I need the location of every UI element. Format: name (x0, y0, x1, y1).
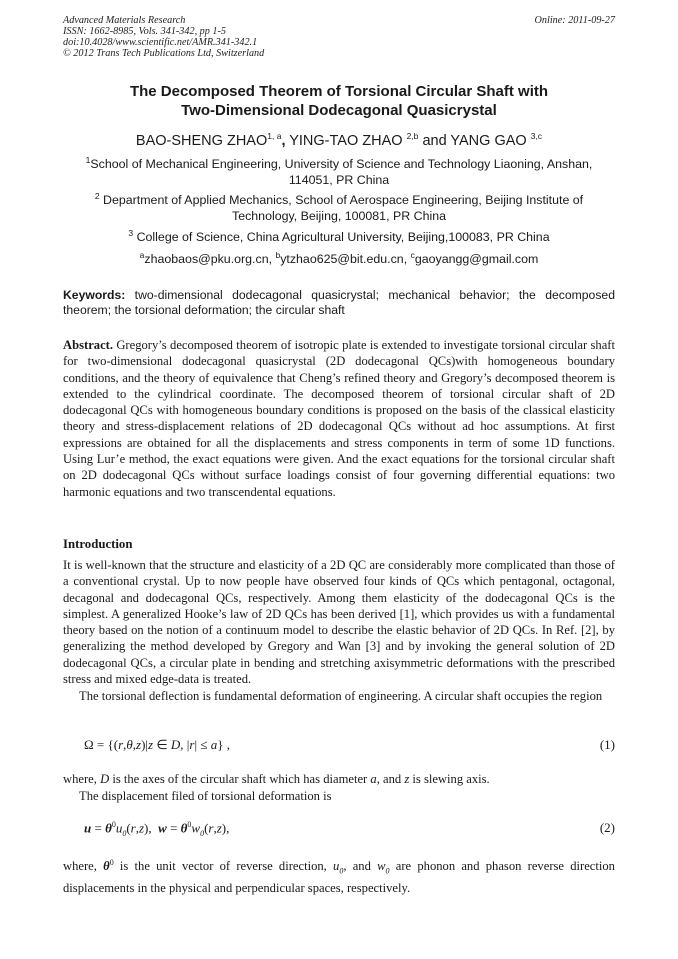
affiliation-2-sup: 2 (94, 190, 100, 201)
title-line-1: The Decomposed Theorem of Torsional Circular Shaft with (129, 83, 549, 100)
author-2-sup: 2,b (406, 131, 419, 142)
title-line-2: Two-Dimensional Dodecagonal Quasicrystal (181, 102, 497, 119)
where1-var-a: a (370, 772, 377, 786)
where-clause-1 (63, 771, 615, 787)
equation-2-expression: $u = \theta^0u_0(r,z)$, $w = \theta^0w_0(r,z)$, (84, 820, 230, 838)
introduction-paragraph-1: It is well-known that the structure and elasticity of a 2D QC are considerably more complicated than those of a conventional crystal. Up to now people have observed four kinds of QCs which pentagonal, octagonal, decagonal and dodecagonal QCs, respectively. Among them elasticity of the dodecagonal QCs is the simplest. A generalized Hooke’s law of 2D QCs has been derived [1], which provides us with a fundamental theory based on the notion of a continuum model to describe the elastic behavior of 2D QCs. In Ref. [2], by generalizing the method developed by Gregory and Wan [3] and by invoking the general solution of 2D dodecagonal QCs, a circular plate in bending and stretching axisymmetric deformations with the prescribed stress and mixed edge-data is treated. (63, 558, 615, 687)
where2-text-2: is the unit vector of reverse direction, (113, 859, 334, 874)
email-list (70, 251, 608, 267)
where2-var-theta: θ (103, 859, 110, 874)
author-2: YING-TAO ZHAO (285, 133, 407, 149)
author-3: and YANG GAO (418, 133, 531, 149)
journal-name: Advanced Materials Research (63, 15, 186, 26)
affiliation-2-text: Department of Applied Mechanics, School of Aerospace Engineering, Beijing Institute of Technology, Beijing, 100081, PR China (99, 193, 584, 223)
abstract (63, 337, 615, 500)
affiliation-3-text: College of Science, China Agricultural University, Beijing,100083, PR China (133, 230, 550, 244)
introduction-heading: Introduction (63, 537, 133, 551)
where2-text-4: are phonon and phason reverse direction displacements in the physical and perpendicular spaces, respectively. (63, 859, 615, 895)
keywords (63, 288, 615, 318)
where1-text-2: is the axes of the circular shaft which has diameter (109, 772, 371, 786)
equation-2 (63, 820, 615, 838)
journal-header (63, 15, 264, 59)
displacement-intro: The displacement filed of torsional deformation is (79, 789, 332, 803)
equation-1-number: (1) (599, 737, 615, 752)
affiliation-3-sup: 3 (128, 227, 134, 238)
where2-text-3: , and (343, 859, 378, 874)
paper-title (60, 82, 618, 120)
email-a[interactable]: zhaobaos@pku.org.cn, (144, 252, 276, 266)
where1-var-z: z (404, 772, 410, 786)
author-1: BAO-SHENG ZHAO (135, 133, 268, 149)
where2-var-theta-sup: 0 (109, 858, 114, 867)
affiliation-3 (70, 229, 608, 245)
equation-1-expression: Ω = {(r,θ,z)|z ∈ D, |r| ≤ a} , (84, 737, 230, 752)
email-b[interactable]: ytzhao625@bit.edu.cn, (280, 252, 411, 266)
affiliation-2 (70, 192, 608, 224)
keywords-label: Keywords: (63, 288, 126, 302)
author-3-sup: 3,c (530, 131, 543, 142)
introduction-paragraph-2: The torsional deflection is fundamental deformation of engineering. A circular shaft occupies the region (79, 689, 603, 703)
abstract-text: Gregory’s decomposed theorem of isotropic plate is extended to investigate torsional circular shaft for two-dimensional dodecagonal quasicrystal (2D dodecagonal QCs)with homogeneous boundary conditions, and the theory of equivalence that Cheng’s refined theory and Gregory’s decomposed theorem is extended to the cylindrical coordinate. The decomposed theorem of torsional circular shaft of 2D dodecagonal QCs with homogeneous boundary conditions is proposed on the basis of the classical elasticity theory and stress-displacement relations of 2D dodecagonal QCs without ad hoc assumptions. At first expressions are obtained for all the displacements and stress components in term of some 1D functions. Using Lur’e method, the exact equations were given. And the exact equations for the torsional circular shaft on 2D dodecagonal QCs without surface loadings consist of four governing differential equations: two harmonic equations and two transcendental equations. (63, 338, 615, 499)
email-c[interactable]: gaoyangg@gmail.com (414, 252, 539, 266)
equation-2-number: (2) (599, 820, 615, 835)
email-c-sup: c (410, 249, 415, 260)
where2-text-1: where, (63, 859, 104, 874)
author-list (60, 132, 618, 150)
copyright-line: © 2012 Trans Tech Publications Ltd, Switzerland (63, 48, 265, 59)
author-1-comma: , (281, 133, 286, 149)
where1-var-d: D (100, 772, 110, 786)
affiliation-1-text: School of Mechanical Engineering, University of Science and Technology Liaoning, Anshan, 114051, PR China (90, 157, 593, 187)
doi-line[interactable]: doi:10.4028/www.scientific.net/AMR.341-342.1 (63, 37, 258, 48)
email-a-sup: a (139, 249, 145, 260)
where1-text-3: , and (376, 772, 405, 786)
equation-1 (63, 737, 615, 755)
where1-text-4: is slewing axis. (409, 772, 490, 786)
author-1-sup: 1, a (267, 131, 282, 142)
affiliation-1 (70, 156, 608, 188)
abstract-label: Abstract. (63, 338, 114, 352)
where1-text-1: where, (63, 772, 101, 786)
issn-line: ISSN: 1662-8985, Vols. 341-342, pp 1-5 (63, 26, 226, 37)
keywords-text: two-dimensional dodecagonal quasicrystal; mechanical behavior; the decomposed theorem; the torsional deformation; the circular shaft (63, 288, 615, 317)
where2-var-u0: $u_0$ (333, 859, 344, 876)
online-date: Online: 2011-09-27 (534, 15, 615, 26)
email-b-sup: b (275, 249, 281, 260)
affiliation-1-sup: 1 (85, 154, 91, 165)
where-clause-2 (63, 855, 615, 896)
where2-var-w0: $w_0$ (377, 859, 390, 876)
